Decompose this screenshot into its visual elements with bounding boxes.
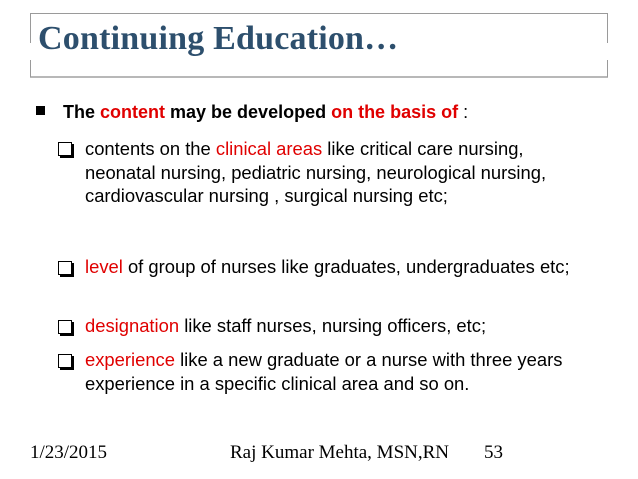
main-text-content: content: [100, 102, 166, 122]
sub-text-post: like a new graduate or a nurse with three years experience in a specific clinical area and so on.: [85, 349, 563, 394]
checkbox-bullet-icon: [58, 261, 72, 275]
main-text-1: The: [63, 102, 101, 122]
slide-frame-top: [30, 13, 608, 14]
sub-text-post: of group of nurses like graduates, undergraduates etc;: [122, 256, 570, 277]
sub-text-post: like staff nurses, nursing officers, etc;: [179, 315, 487, 336]
sub-bullet-experience: [85, 348, 575, 395]
title-underline: [30, 76, 608, 78]
slide-frame-right: [607, 13, 608, 43]
sub-bullet-level: [85, 255, 575, 279]
checkbox-bullet-icon: [58, 320, 72, 334]
sub-text-highlight: designation: [85, 315, 180, 336]
sub-text-highlight: level: [85, 256, 123, 277]
footer-page-number: 53: [484, 442, 503, 463]
slide-title: Continuing Education…: [38, 20, 399, 57]
sub-bullet-clinical-areas: [85, 137, 575, 208]
checkbox-bullet-icon: [58, 354, 72, 368]
checkbox-bullet-icon: [58, 142, 72, 156]
main-text-3: may be developed: [165, 102, 332, 122]
sub-text-post: like critical care nursing, neonatal nursing, pediatric nursing, neurological nursing, cardiovascular nursing , surgical nursing etc;: [85, 138, 547, 206]
square-bullet-icon: [36, 106, 45, 115]
slide-frame-left: [30, 13, 31, 43]
sub-text-highlight: experience: [85, 349, 175, 370]
footer-date: 1/23/2015: [30, 442, 108, 463]
main-text-basis: on the basis of: [331, 102, 459, 122]
title-rule-right: [607, 60, 608, 77]
main-text-colon: :: [458, 102, 469, 122]
sub-bullet-designation: [85, 314, 575, 338]
main-bullet: [36, 102, 468, 123]
sub-text-highlight: clinical areas: [215, 138, 323, 159]
footer-author: Raj Kumar Mehta, MSN,RN: [230, 442, 450, 463]
sub-text-pre: contents on the: [85, 138, 216, 159]
title-rule-left: [30, 60, 31, 77]
